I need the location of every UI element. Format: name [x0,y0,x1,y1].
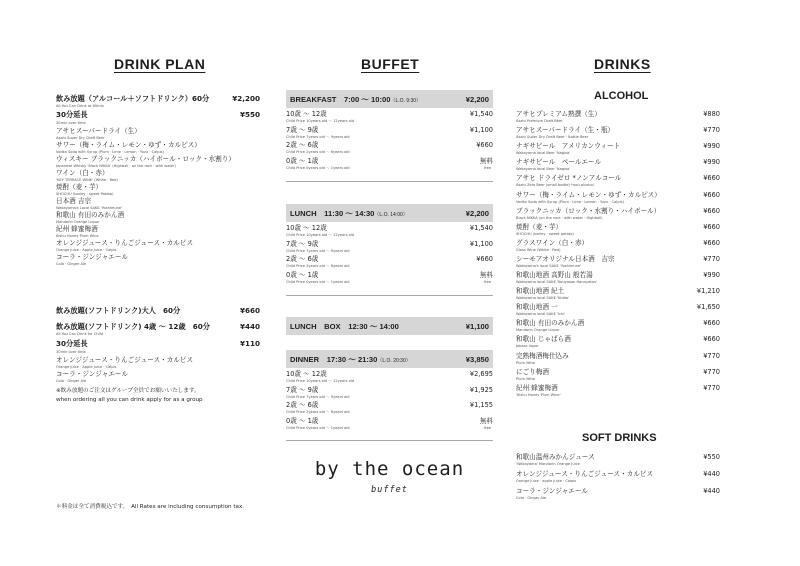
price-row [286,401,493,409]
plan-item-subtitle: Asahi Super Dry Draft Beer [56,136,105,140]
age-subtitle: Child Price 7years old 〜 9years old [286,248,350,253]
age-price: ¥1,925 [469,385,493,394]
age-price: ¥1,100 [469,239,493,248]
price-row [286,386,493,394]
drink-row [516,255,720,263]
age-label: 0歳 〜 1歳 [286,416,319,425]
drink-name: コーラ・ジンジャエール [516,487,588,495]
age-label: 2歳 〜 6歳 [286,401,319,409]
drink-price: ¥660 [703,190,720,199]
buffet-heading: BUFFET [361,56,420,72]
plan-title: 飲み放題(ソフトドリンク)大人 60分 [56,306,181,315]
extension-price: ¥550 [239,110,260,119]
drink-row [516,158,720,166]
price-row [286,157,493,165]
plan-item-name: ワイン（白・赤） [56,169,109,177]
plan-item-name: 日本酒 吉宗 [56,197,92,205]
drink-subtitle: Vodka Soda with Syrup (Plum · Lime · Lemon · Yuzu · Calpis) [516,199,624,204]
plan-item-subtitle: Orange juice · Apple juice · Calpis [56,248,117,252]
age-label: 10歳 〜 12歳 [286,370,327,378]
drink-name: シーモアオリジナル日本酒 吉宗 [516,254,615,263]
drink-price: ¥660 [703,174,720,183]
drink-row [516,191,720,199]
plan-item-subtitle: Kishu Honey Plum Wine [56,234,99,238]
drink-row [516,287,720,295]
drink-subtitle: Jabara liquor [516,344,539,349]
drink-price: ¥770 [703,367,720,376]
lunchbox-price: ¥1,100 [465,321,489,331]
drink-subtitle: Orange juice · apple juice · Calpis [516,479,577,483]
age-subtitle: Child Price 2years old 〜 6years old [286,410,350,414]
drink-name: ブラックニッカ（ロック・水割り・ハイボール） [516,206,661,215]
age-price: ¥660 [476,255,493,263]
drink-subtitle: Asahi Zero Beer (small bottle) *non-alcohol [516,183,594,188]
plan-price: ¥440 [239,322,260,331]
lunchbox-title: LUNCH BOX 12:30 〜 14:00 [290,321,399,331]
age-price: ¥2,695 [469,370,493,378]
extension-subtitle: 30min over time [56,350,86,354]
plan-item-name: コーラ・ジンジャエール [56,370,128,378]
drink-subtitle: Glass Wine (White · Red) [516,247,561,252]
age-subtitle: Child Price 0years old 〜 1years old [286,425,350,430]
drink-subtitle: SHOCHU (barley · sweet potato) [516,231,574,236]
drink-subtitle: Wakayama's local SAKE 'Yoshimune' [516,263,582,268]
age-label: 2歳 〜 6歳 [286,141,319,149]
alcohol-heading: ALCOHOL [594,90,649,102]
plan-soft-child [56,322,260,331]
plan-soft-adult [56,306,260,315]
group-note-en: when ordering all you can drink apply for as a group [56,397,203,403]
lunch-price: ¥2,200 [465,208,489,218]
drink-row [516,487,720,495]
age-label: 2歳 〜 6歳 [286,255,319,263]
age-price: ¥1,100 [469,125,493,134]
drink-row [516,126,720,134]
group-note: ※飲み放題のご注文はグループ全員でお願いいたします。 [56,388,200,394]
plan-extension [56,110,260,119]
breakfast-price: ¥2,200 [465,94,489,104]
drink-subtitle: Wakayama local Beer 'Nagisa' [516,167,571,172]
plan-item-name: 和歌山 有田のみかん酒 [56,211,125,219]
dinner-header [286,350,493,368]
breakfast-title: BREAKFAST 7:00 〜 10:00 [290,94,391,104]
drinks-heading: DRINKS [594,56,651,72]
drink-price: ¥660 [703,222,720,231]
drink-row [516,335,720,343]
breakfast-header [286,90,493,108]
age-label: 7歳 〜 9歳 [286,239,319,248]
age-subtitle: Child Price 10years old 〜 12years old [286,379,355,383]
drink-name: 和歌山温州みかんジュース [516,453,595,461]
drink-name: 和歌山地酒 一 [516,303,558,312]
drink-plan-heading: DRINK PLAN [114,56,206,72]
divider [286,440,493,441]
plan-extension [56,339,260,348]
free-label: free [484,279,492,284]
drink-name: サワー（梅・ライム・レモン・ゆず・カルピス） [516,190,661,199]
age-price: 無料 [479,156,493,165]
drink-row [516,110,720,118]
age-price: 無料 [479,416,493,425]
drink-name: 和歌山 じゃばら酒 [516,335,571,344]
plan-item-name: オレンジジュース・りんごジュース・カルピス [56,239,194,247]
drink-name: 完熟梅酒梅仕込み [516,351,569,360]
logo-text: by the ocean [314,458,465,480]
price-row [286,224,493,232]
age-subtitle: Child Price 10years old 〜 12years old [286,233,355,237]
drink-name: グラスワイン（白・赤） [516,238,589,247]
drink-subtitle: Wakayama local SAKE 'Kouyasan Hannyatou' [516,280,598,284]
price-row [286,271,493,279]
last-order: （L.O. 14:00） [374,211,408,218]
drink-subtitle: Wakayama local Beer 'Nagisa' [516,151,571,156]
drink-row [516,352,720,360]
age-price: ¥660 [476,141,493,149]
drink-row [516,368,720,376]
price-row [286,255,493,263]
drink-row [516,453,720,461]
plan-title: 飲み放題(ソフトドリンク) 4歳 〜 12歳 60分 [56,322,210,331]
plan-item-subtitle: Cola · Ginger Ale [56,262,87,266]
free-label: free [484,425,492,430]
drink-price: ¥660 [703,319,720,328]
age-label: 10歳 〜 12歳 [286,110,327,118]
drink-row [516,223,720,231]
age-subtitle: Child Price 7years old 〜 9years old [286,394,350,399]
plan-alcohol-soft [56,94,260,103]
drink-name: アサヒ ドライゼロ *ノンアルコール [516,174,622,183]
drink-row [516,384,720,392]
drink-price: ¥770 [703,383,720,392]
drink-price: ¥770 [703,126,720,135]
plan-item-subtitle: Cola · Ginger Ale [56,379,87,383]
drink-subtitle: Plum Wine [516,376,536,381]
plan-item-subtitle: Mandarin Orange Liquor [56,220,100,224]
plan-item-subtitle: Vodka Soda with Syrup (Plum · Lime · Lemon · Yuzu · Calpis) [56,150,164,154]
age-subtitle: Child Price 10years old 〜 12years old [286,119,355,123]
plan-title: 飲み放題（アルコール＋ソフトドリンク）60分 [56,94,210,103]
drink-price: ¥440 [703,470,720,478]
price-row [286,240,493,248]
age-label: 10歳 〜 12歳 [286,224,327,232]
drink-name: アサヒスーパードライ（生・瓶） [516,126,615,135]
lunchbox-header [286,317,493,335]
drink-price: ¥660 [703,238,720,247]
soft-drinks-heading: SOFT DRINKS [582,432,657,444]
plan-item-name: オレンジジュース・りんごジュース・カルピス [56,356,194,364]
plan-item-subtitle: Wakayama's Local SAKE 'Yoshimune' [56,206,123,210]
dinner-price: ¥3,850 [465,354,489,364]
age-label: 7歳 〜 9歳 [286,125,319,134]
drink-subtitle: Black NIKKA (on the rock · with water · Highball) [516,215,603,220]
drink-name: にごり梅酒 [516,367,549,376]
drink-price: ¥990 [703,142,720,151]
drink-row [516,319,720,327]
extension-subtitle: 30min over time [56,121,86,125]
age-price: 無料 [479,270,493,279]
logo-subtext: buffet [371,485,408,495]
drink-subtitle: Wakayama local SAKE 'Ichi' [516,312,566,317]
plan-item-subtitle: Orange juice · Apple juice · Calpis [56,365,117,369]
plan-item-name: アサヒスーパードライ（生） [56,127,141,135]
drink-price: ¥440 [703,487,720,495]
drink-subtitle: 'Wakayama' Mandarin Orange Juice [516,462,580,466]
drink-subtitle: Wakayama local SAKE 'Kiddo' [516,296,570,301]
plan-item-name: コーラ・ジンジャエール [56,253,128,261]
drink-name: 和歌山地酒 紀土 [516,287,565,296]
lunch-title: LUNCH 11:30 〜 14:30 [290,208,375,218]
drink-subtitle: 'Kishu Honey Plum Wine' [516,392,561,397]
drink-name: ナギサビール アメリカンウィート [516,142,621,151]
price-row [286,370,493,378]
drink-price: ¥550 [703,453,720,461]
age-label: 0歳 〜 1歳 [286,156,319,165]
drink-price: ¥990 [703,271,720,279]
tax-note: ＊料金は全て消費税込です。 All Rates are including consumption tax. [56,504,245,510]
free-label: free [484,165,492,170]
age-label: 0歳 〜 1歳 [286,270,319,279]
drink-price: ¥660 [703,206,720,215]
drink-row [516,174,720,182]
drink-subtitle: Cola · Ginger Ale [516,496,547,500]
drink-name: 和歌山 有田のみかん酒 [516,319,585,328]
drink-subtitle: Plum Wine [516,360,536,365]
drink-price: ¥990 [703,158,720,167]
lunch-header [286,204,493,222]
age-price: ¥1,540 [469,110,493,118]
extension-label: 30分延長 [56,110,88,119]
drink-name: アサヒプレミアム熟撰（生） [516,110,601,118]
age-subtitle: Child Price 0years old 〜 1years old [286,279,350,284]
age-subtitle: Child Price 2years old 〜 6years old [286,264,350,268]
divider [286,295,493,296]
divider [286,181,493,182]
plan-item-subtitle: 'KEY TERRACE WINE' (White · Red) [56,178,118,182]
age-subtitle: Child Price 7years old 〜 9years old [286,134,350,139]
drink-name: 焼酎（麦・芋） [516,222,563,231]
extension-label: 30分延長 [56,339,88,348]
drink-price: ¥880 [703,110,720,118]
plan-subtitle: All You Can Drink at 60min [56,104,104,108]
drink-name: 和歌山地酒 高野山 般若湯 [516,271,593,279]
plan-item-name: ウィスキー ブラックニッカ（ハイボール・ロック・水割り） [56,155,235,163]
plan-item-subtitle: SHOCHU (barley · sweet Potato) [56,192,114,196]
drink-price: ¥770 [703,351,720,360]
drink-price: ¥770 [703,254,720,263]
plan-item-name: サワー（梅・ライム・レモン・ゆず・カルピス） [56,141,201,149]
extension-price: ¥110 [239,339,260,348]
drink-subtitle: Asahi Super Dry Draft Beer · Bottle Beer [516,135,589,140]
drink-name: オレンジジュース・りんごジュース・カルピス [516,470,654,478]
drink-name: ナギサビール ペールエール [516,158,602,167]
drink-row [516,470,720,478]
plan-item-name: 焼酎（麦・芋） [56,183,103,191]
plan-item-subtitle: Japanese Whisky 'Black NIKKA' (Highball · on the rock · with water) [56,164,176,168]
age-subtitle: Child Price 0years old 〜 1years old [286,165,350,170]
price-row [286,126,493,134]
drink-subtitle: Mandarin Orange Liquor [516,328,560,333]
drink-price: ¥660 [703,335,720,344]
plan-item-name: 紀州 蜂蜜梅酒 [56,225,98,233]
age-subtitle: Child Price 2years old 〜 6years old [286,150,350,154]
plan-price: ¥660 [239,306,260,315]
price-row [286,110,493,118]
price-row [286,417,493,425]
drink-subtitle: Asahi Premium Draft Beer [516,119,563,123]
drink-price: ¥1,210 [696,287,720,296]
plan-price: ¥2,200 [232,94,260,103]
drink-price: ¥1,650 [696,303,720,312]
drink-row [516,303,720,311]
drink-row [516,207,720,215]
price-row [286,141,493,149]
age-label: 7歳 〜 9歳 [286,385,319,394]
last-order: （L.O. 9:30） [390,97,422,104]
dinner-title: DINNER 17:30 〜 21:30 [290,354,378,364]
age-price: ¥1,155 [469,401,493,409]
drink-row [516,271,720,279]
drink-row [516,142,720,150]
age-price: ¥1,540 [469,224,493,232]
drink-row [516,239,720,247]
drink-name: 紀州 蜂蜜梅酒 [516,383,558,392]
plan-subtitle: All You Can Drink for Child [56,332,103,336]
last-order: （L.O. 20:30） [377,357,411,364]
